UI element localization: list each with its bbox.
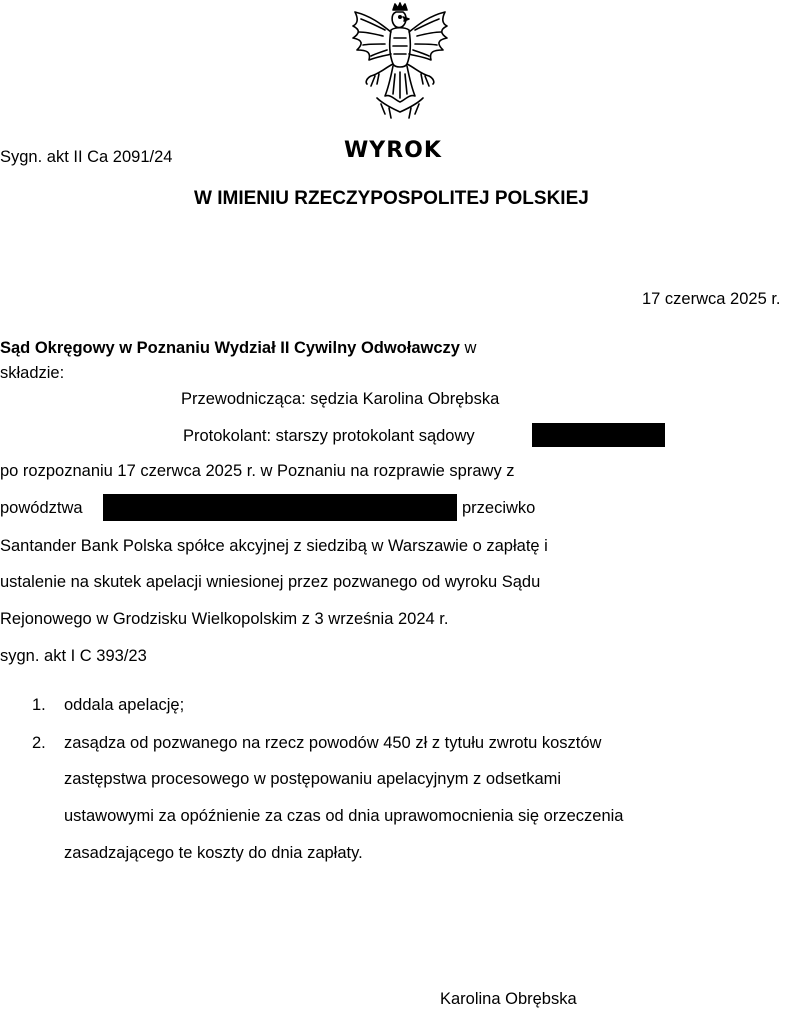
- court-clerk: Protokolant: starszy protokolant sądowy: [183, 427, 475, 445]
- ruling-item-text: zasądza od pozwanego na rzecz powodów 450 zł z tytułu zwrotu kosztów: [64, 734, 602, 752]
- judgment-date: 17 czerwca 2025 r.: [642, 290, 781, 308]
- ruling-item-text: zastępstwa procesowego w postępowaniu apelacyjnym z odsetkami: [64, 770, 562, 788]
- body-line: po rozpoznaniu 17 czerwca 2025 r. w Poznaniu na rozprawie sprawy z: [0, 462, 515, 480]
- court-name: Sąd Okręgowy w Poznaniu Wydział II Cywilny Odwoławczy: [0, 339, 460, 357]
- signature: Karolina Obrębska: [440, 990, 577, 1008]
- ruling-item-text: ustawowymi za opóźnienie za czas od dnia uprawomocnienia się orzeczenia: [64, 807, 624, 825]
- presiding-judge: Przewodnicząca: sędzia Karolina Obrębska: [181, 390, 500, 408]
- body-line: Santander Bank Polska spółce akcyjnej z siedzibą w Warszawie o zapłatę i: [0, 537, 548, 555]
- ruling-item-text: zasadzającego te koszty do dnia zapłaty.: [64, 844, 363, 862]
- redaction-bar: [103, 494, 457, 521]
- ruling-item-number: 1.: [32, 696, 46, 714]
- body-line: przeciwko: [462, 499, 536, 517]
- polish-eagle-emblem: [341, 2, 459, 120]
- ruling-item-number: 2.: [32, 734, 46, 752]
- body-line: powództwa: [0, 499, 83, 517]
- redaction-bar: [532, 423, 665, 447]
- court-name-suffix: w: [459, 339, 477, 357]
- ruling-item-text: oddala apelację;: [64, 696, 185, 714]
- document-title: WYROK: [344, 138, 442, 163]
- composition-label: składzie:: [0, 364, 65, 382]
- court-line: [0, 339, 476, 358]
- body-line: sygn. akt I C 393/23: [0, 647, 147, 665]
- case-signature: Sygn. akt II Ca 2091/24: [0, 148, 173, 166]
- document-subtitle: W IMIENIU RZECZYPOSPOLITEJ POLSKIEJ: [194, 188, 589, 209]
- body-line: Rejonowego w Grodzisku Wielkopolskim z 3 września 2024 r.: [0, 610, 449, 628]
- body-line: ustalenie na skutek apelacji wniesionej przez pozwanego od wyroku Sądu: [0, 573, 541, 591]
